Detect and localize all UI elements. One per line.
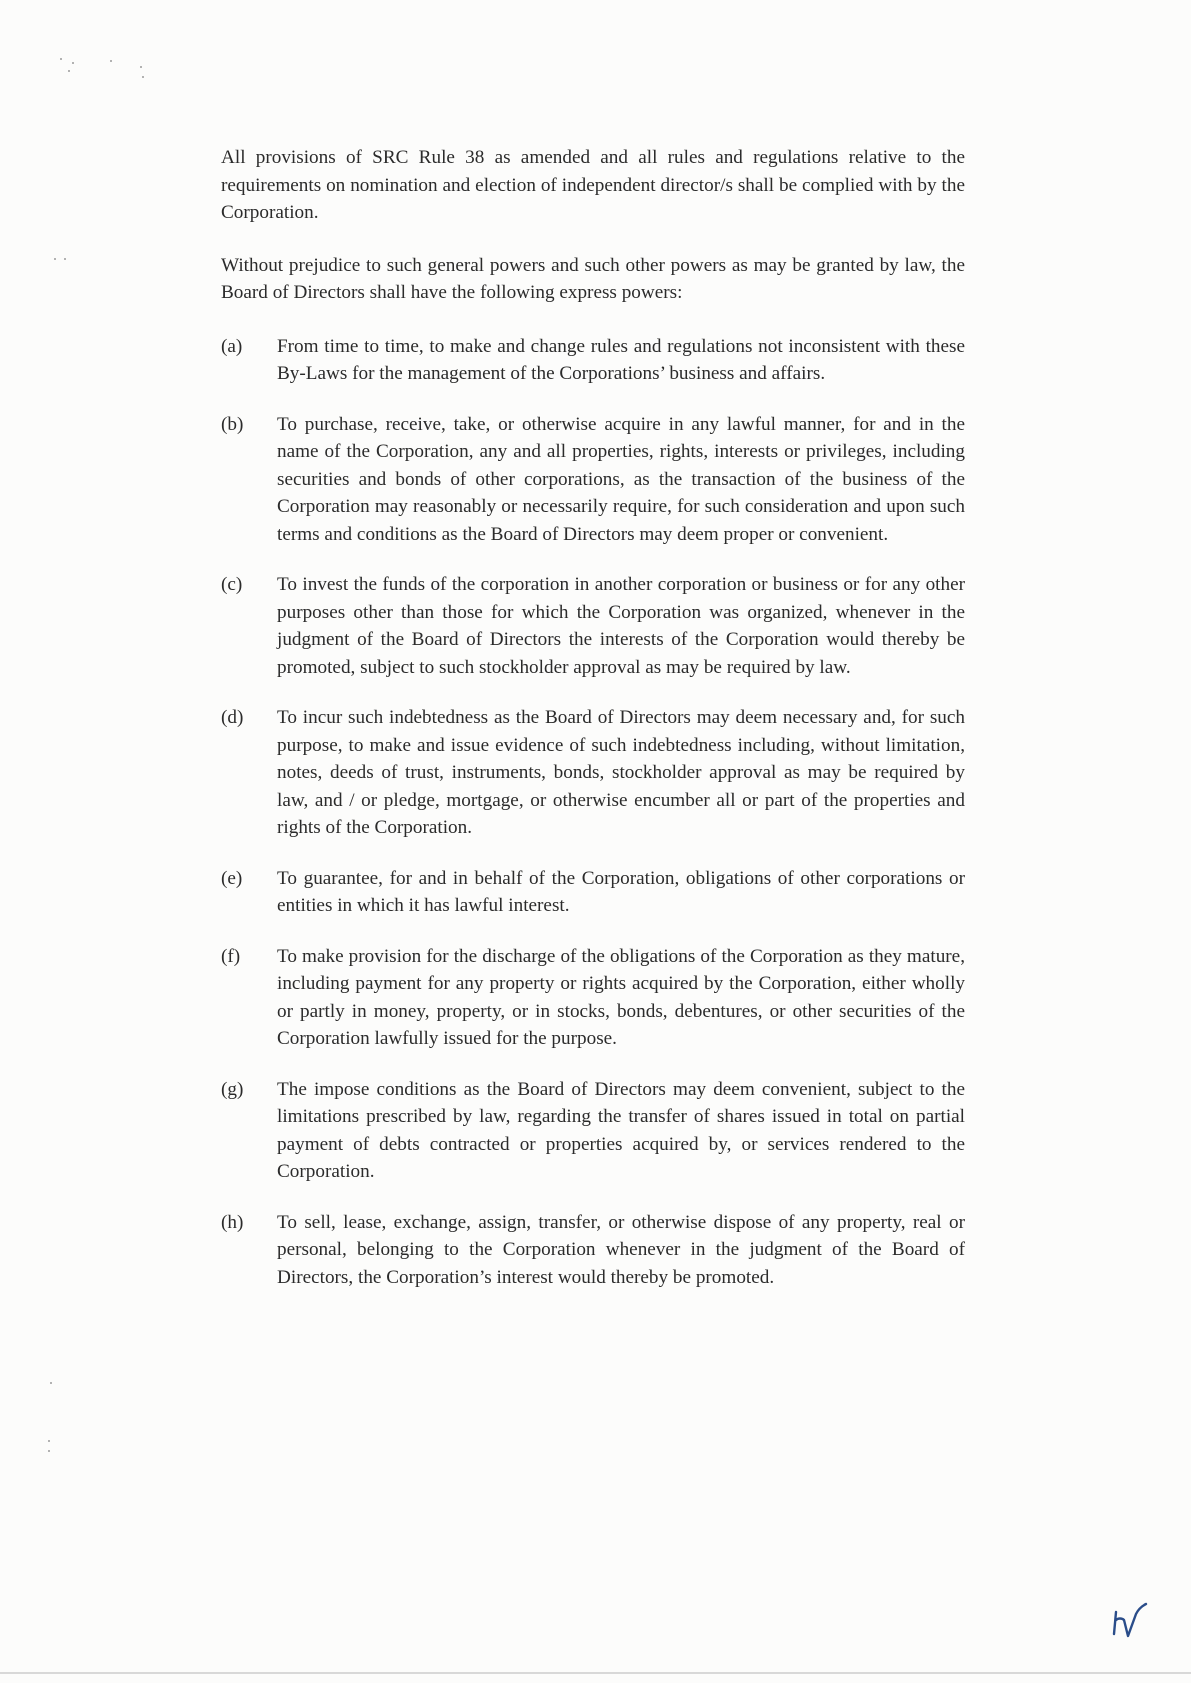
bottom-divider bbox=[0, 1672, 1191, 1674]
handwritten-initials-icon bbox=[1108, 1598, 1152, 1642]
list-item-label: (c) bbox=[221, 574, 243, 595]
list-item-label: (e) bbox=[221, 867, 243, 889]
list-item-label: (g) bbox=[221, 1078, 244, 1100]
list-item-text: To purchase, receive, take, or otherwise acquire in any lawful manner, for and in the name of the Corporation, any and all properties, rights, interests or privileges, including securities and bonds of other corporations, as the transaction of the business of the Corporation may reasonably or necessarily require, for such consideration and upon such terms and conditions as the Board of Directors may deem proper or convenient. bbox=[277, 413, 965, 545]
list-item bbox=[221, 943, 965, 1053]
list-item-label: (f) bbox=[221, 945, 241, 967]
list-item-label: (d) bbox=[221, 707, 244, 728]
list-item-text: The impose conditions as the Board of Directors may deem convenient, subject to the limitations prescribed by law, regarding the transfer of shares issued in total on partial payment of debts contracted or properties acquired by, or services rendered to the Corporation. bbox=[277, 1078, 965, 1182]
list-item bbox=[221, 571, 965, 681]
list-item-label: (a) bbox=[221, 335, 243, 357]
list-item bbox=[221, 333, 965, 388]
list-item-label: (b) bbox=[221, 413, 244, 435]
list-item bbox=[221, 411, 965, 549]
list-item bbox=[221, 704, 965, 842]
list-item-text: To guarantee, for and in behalf of the Corporation, obligations of other corporations or entities in which it has lawful interest. bbox=[277, 867, 965, 916]
list-item bbox=[221, 1209, 965, 1292]
list-item-label: (h) bbox=[221, 1211, 244, 1233]
list-item bbox=[221, 865, 965, 920]
document-body bbox=[221, 144, 965, 1314]
list-item-text: From time to time, to make and change rules and regulations not inconsistent with these By-Laws for the management of the Corporations’ business and affairs. bbox=[277, 335, 965, 384]
list-item-text: To incur such indebtedness as the Board of Directors may deem necessary and, for such purpose, to make and issue evidence of such indebtedness including, without limitation, notes, deeds of trust, instruments, bonds, stockholder approval as may be required by law, and / or pledge, mortgage, or otherwise encumber all or part of the properties and rights of the Corporation. bbox=[277, 707, 965, 838]
list-item bbox=[221, 1076, 965, 1186]
intro-paragraph-2: Without prejudice to such general powers and such other powers as may be granted by law, the Board of Directors shall have the following express powers: bbox=[221, 254, 965, 303]
list-item-text: To invest the funds of the corporation in another corporation or business or for any other purposes other than those for which the Corporation was organized, whenever in the judgment of the Board of Directors the interests of the Corporation would thereby be promoted, subject to such stockholder approval as may be required by law. bbox=[277, 574, 965, 678]
list-item-text: To make provision for the discharge of the obligations of the Corporation as they mature, including payment for any property or rights acquired by the Corporation, either wholly or partly in money, property, or in stocks, bonds, debentures, or other securities of the Corporation lawfully issued for the purpose. bbox=[277, 945, 965, 1049]
intro-paragraph-1: All provisions of SRC Rule 38 as amended and all rules and regulations relative to the requirements on nomination and election of independent director/s shall be complied with by the Corporation. bbox=[221, 147, 965, 223]
list-item-text: To sell, lease, exchange, assign, transfer, or otherwise dispose of any property, real or personal, belonging to the Corporation whenever in the judgment of the Board of Directors, the Corporation’s interest would thereby be promoted. bbox=[277, 1211, 965, 1288]
